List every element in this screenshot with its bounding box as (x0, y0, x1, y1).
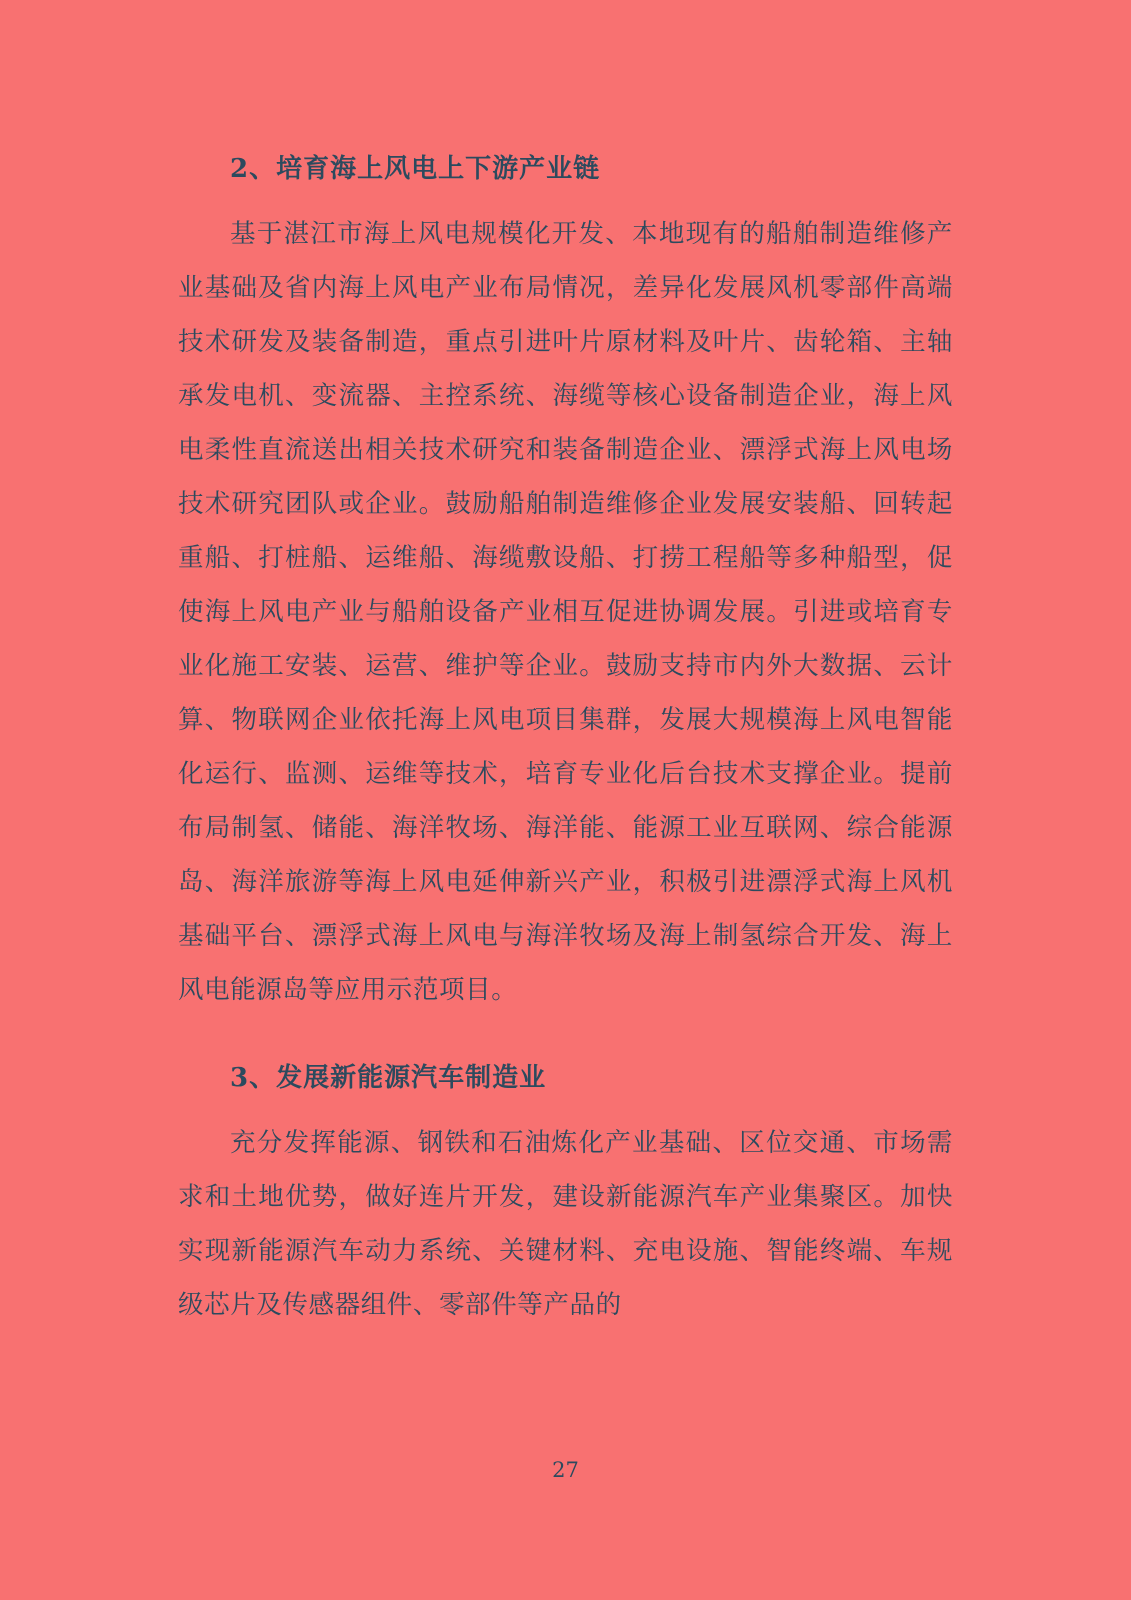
section-body-2: 基于湛江市海上风电规模化开发、本地现有的船舶制造维修产业基础及省内海上风电产业布局情况，差异化发展风机零部件高端技术研发及装备制造，重点引进叶片原材料及叶片、齿轮箱、主轴承发电机、变流器、主控系统、海缆等核心设备制造企业，海上风电柔性直流送出相关技术研究和装备制造企业、漂浮式海上风电场技术研究团队或企业。鼓励船舶制造维修企业发展安装船、回转起重船、打桩船、运维船、海缆敷设船、打捞工程船等多种船型，促使海上风电产业与船舶设备产业相互促进协调发展。引进或培育专业化施工安装、运营、维护等企业。鼓励支持市内外大数据、云计算、物联网企业依托海上风电项目集群，发展大规模海上风电智能化运行、监测、运维等技术，培育专业化后台技术支撑企业。提前布局制氢、储能、海洋牧场、海洋能、能源工业互联网、综合能源岛、海洋旅游等海上风电延伸新兴产业，积极引进漂浮式海上风机基础平台、漂浮式海上风电与海洋牧场及海上制氢综合开发、海上风电能源岛等应用示范项目。 (178, 219, 953, 1005)
section-heading-2: 2、培育海上风电上下游产业链 (230, 154, 601, 184)
page-number: 27 (552, 1458, 579, 1482)
section-heading-3: 3、发展新能源汽车制造业 (230, 1063, 547, 1093)
section-body-3: 充分发挥能源、钢铁和石油炼化产业基础、区位交通、市场需求和土地优势，做好连片开发，建设新能源汽车产业集聚区。加快实现新能源汽车动力系统、关键材料、充电设施、智能终端、车规级芯片及传感器组件、零部件等产品的 (178, 1128, 953, 1320)
